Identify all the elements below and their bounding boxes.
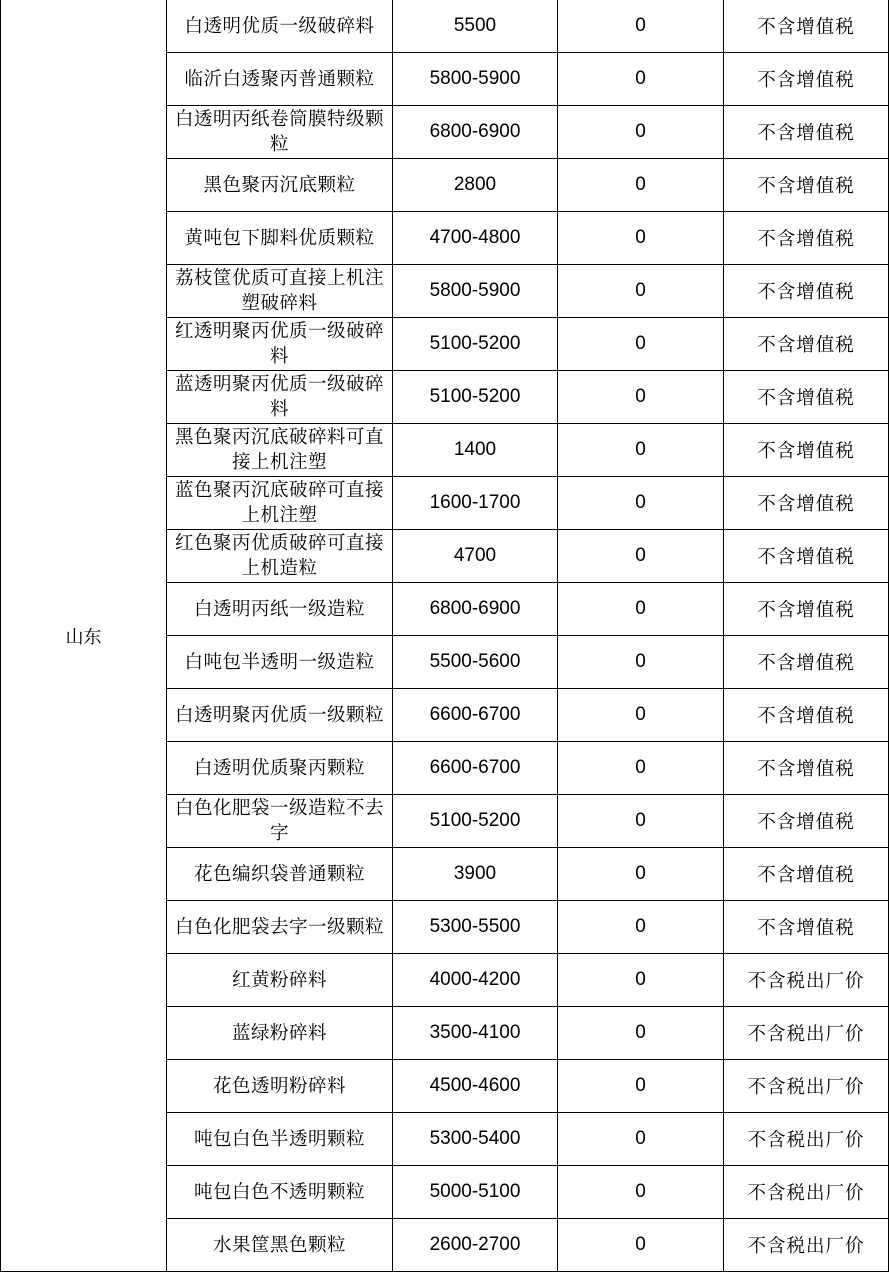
tax-note-cell: 不含增值税 [724,424,889,477]
price-cell: 5500 [393,0,558,53]
tax-note-cell: 不含增值税 [724,795,889,848]
tax-note-cell: 不含增值税 [724,371,889,424]
tax-note-cell: 不含税出厂价 [724,1060,889,1113]
price-cell: 2600-2700 [393,1219,558,1272]
change-cell: 0 [558,1219,724,1272]
change-cell: 0 [558,159,724,212]
price-cell: 5000-5100 [393,1166,558,1219]
tax-note-cell: 不含增值税 [724,636,889,689]
tax-note-cell: 不含增值税 [724,477,889,530]
product-name-cell: 蓝透明聚丙优质一级破碎料 [167,371,393,424]
tax-note-cell: 不含增值税 [724,53,889,106]
change-cell: 0 [558,530,724,583]
product-name-cell: 白吨包半透明一级造粒 [167,636,393,689]
change-cell: 0 [558,318,724,371]
price-cell: 6800-6900 [393,106,558,159]
price-cell: 3500-4100 [393,1007,558,1060]
tax-note-cell: 不含增值税 [724,265,889,318]
tax-note-cell: 不含增值税 [724,742,889,795]
change-cell: 0 [558,106,724,159]
price-cell: 4000-4200 [393,954,558,1007]
product-name-cell: 白色化肥袋一级造粒不去字 [167,795,393,848]
price-cell: 5500-5600 [393,636,558,689]
change-cell: 0 [558,424,724,477]
product-name-cell: 白透明优质一级破碎料 [167,0,393,53]
product-name-cell: 黑色聚丙沉底破碎料可直接上机注塑 [167,424,393,477]
tax-note-cell: 不含增值税 [724,848,889,901]
change-cell: 0 [558,265,724,318]
change-cell: 0 [558,742,724,795]
change-cell: 0 [558,212,724,265]
product-name-cell: 吨包白色不透明颗粒 [167,1166,393,1219]
change-cell: 0 [558,0,724,53]
price-cell: 5800-5900 [393,265,558,318]
product-name-cell: 白色化肥袋去字一级颗粒 [167,901,393,954]
tax-note-cell: 不含税出厂价 [724,1219,889,1272]
product-name-cell: 临沂白透聚丙普通颗粒 [167,53,393,106]
price-cell: 1400 [393,424,558,477]
product-name-cell: 白透明聚丙优质一级颗粒 [167,689,393,742]
price-cell: 6800-6900 [393,583,558,636]
change-cell: 0 [558,954,724,1007]
tax-note-cell: 不含税出厂价 [724,1007,889,1060]
change-cell: 0 [558,1166,724,1219]
price-cell: 2800 [393,159,558,212]
product-name-cell: 红透明聚丙优质一级破碎料 [167,318,393,371]
tax-note-cell: 不含增值税 [724,106,889,159]
product-name-cell: 荔枝筐优质可直接上机注塑破碎料 [167,265,393,318]
product-name-cell: 吨包白色半透明颗粒 [167,1113,393,1166]
tax-note-cell: 不含增值税 [724,212,889,265]
tax-note-cell: 不含增值税 [724,583,889,636]
product-name-cell: 白透明丙纸一级造粒 [167,583,393,636]
product-name-cell: 黄吨包下脚料优质颗粒 [167,212,393,265]
product-name-cell: 蓝色聚丙沉底破碎可直接上机注塑 [167,477,393,530]
tax-note-cell: 不含增值税 [724,689,889,742]
price-cell: 5800-5900 [393,53,558,106]
product-name-cell: 白透明丙纸卷筒膜特级颗粒 [167,106,393,159]
product-name-cell: 红黄粉碎料 [167,954,393,1007]
change-cell: 0 [558,583,724,636]
tax-note-cell: 不含增值税 [724,159,889,212]
change-cell: 0 [558,848,724,901]
change-cell: 0 [558,901,724,954]
change-cell: 0 [558,689,724,742]
change-cell: 0 [558,477,724,530]
change-cell: 0 [558,636,724,689]
change-cell: 0 [558,795,724,848]
product-name-cell: 红色聚丙优质破碎可直接上机造粒 [167,530,393,583]
price-cell: 3900 [393,848,558,901]
price-cell: 5100-5200 [393,795,558,848]
price-cell: 4700-4800 [393,212,558,265]
region-cell: 山东 [1,0,167,1272]
price-cell: 6600-6700 [393,689,558,742]
product-name-cell: 花色编织袋普通颗粒 [167,848,393,901]
product-name-cell: 黑色聚丙沉底颗粒 [167,159,393,212]
product-name-cell: 白透明优质聚丙颗粒 [167,742,393,795]
price-cell: 5100-5200 [393,318,558,371]
table-row [1,0,889,53]
price-table-body [1,0,889,1272]
price-cell: 1600-1700 [393,477,558,530]
product-name-cell: 花色透明粉碎料 [167,1060,393,1113]
tax-note-cell: 不含增值税 [724,318,889,371]
change-cell: 0 [558,1113,724,1166]
price-cell: 5100-5200 [393,371,558,424]
price-cell: 6600-6700 [393,742,558,795]
price-cell: 4500-4600 [393,1060,558,1113]
tax-note-cell: 不含增值税 [724,0,889,53]
change-cell: 0 [558,1007,724,1060]
tax-note-cell: 不含税出厂价 [724,1113,889,1166]
price-cell: 4700 [393,530,558,583]
price-cell: 5300-5400 [393,1113,558,1166]
change-cell: 0 [558,1060,724,1113]
product-name-cell: 水果筐黑色颗粒 [167,1219,393,1272]
tax-note-cell: 不含增值税 [724,901,889,954]
change-cell: 0 [558,371,724,424]
tax-note-cell: 不含税出厂价 [724,1166,889,1219]
tax-note-cell: 不含增值税 [724,530,889,583]
change-cell: 0 [558,53,724,106]
product-name-cell: 蓝绿粉碎料 [167,1007,393,1060]
price-cell: 5300-5500 [393,901,558,954]
tax-note-cell: 不含税出厂价 [724,954,889,1007]
